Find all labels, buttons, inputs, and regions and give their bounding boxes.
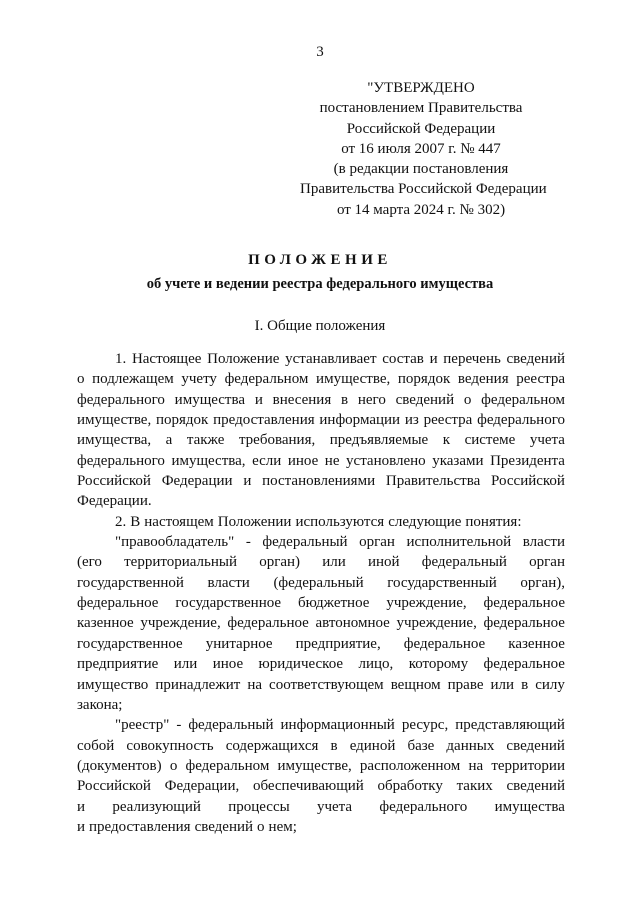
body-word: и [77, 818, 86, 835]
approval-stamp [300, 78, 547, 220]
body-word: вещном [390, 676, 441, 693]
body-line [77, 349, 565, 369]
body-word: орган) [259, 554, 301, 571]
body-line [77, 817, 565, 837]
body-word: федеральное [483, 595, 565, 612]
body-line [77, 634, 565, 654]
body-word: предприятие, [295, 635, 381, 652]
body-word: Правительства [385, 473, 481, 490]
body-word: федеральное [483, 615, 565, 632]
body-word: сведений [506, 351, 565, 367]
body-word: и [254, 391, 263, 408]
body-word: подлежащем [92, 371, 174, 388]
body-word: представляющий [455, 717, 565, 734]
body-word: Федерации [161, 473, 233, 490]
body-word: к [442, 432, 451, 449]
body-word: информационный [280, 717, 395, 734]
body-line [77, 695, 565, 715]
body-word: данных [446, 737, 495, 754]
body-word: информации [319, 412, 401, 429]
body-word: и [77, 798, 86, 815]
body-word: имуществе, [316, 371, 391, 388]
body-word: а [165, 432, 173, 449]
approval-line: (в редакции постановления [333, 161, 509, 178]
body-word: иной [367, 554, 400, 571]
body-word: соответствующем [269, 676, 384, 693]
body-word: устанавливает [285, 351, 377, 367]
body-word: федеральный [421, 554, 507, 571]
body-word: федеральное [77, 595, 159, 612]
body-word: имуществе, [277, 757, 352, 774]
body-word: - [176, 717, 182, 734]
body-line [77, 797, 565, 817]
body-word: имуществе, [77, 412, 152, 429]
body-line [77, 532, 565, 552]
body-word: федеральном [481, 391, 565, 408]
body-line [77, 736, 565, 756]
body-word: состав [382, 351, 424, 367]
body-word: и [243, 473, 252, 490]
body-word: предоставления [89, 818, 191, 835]
body-word: на [468, 757, 484, 774]
body-word: имущества, [77, 432, 152, 449]
body-word: учету [181, 371, 217, 388]
body-word: Настоящее [131, 351, 202, 367]
body-word: Федерации. [77, 493, 152, 510]
approval-line: от 14 марта 2024 г. № 302) [336, 201, 506, 218]
body-word: в [521, 676, 529, 693]
body-line [77, 369, 565, 389]
body-word: системе [464, 432, 516, 449]
body-word: государственное [77, 635, 183, 652]
body-word: федеральный [188, 717, 274, 734]
body-word: орган [359, 534, 395, 551]
body-word: федеральном [224, 371, 309, 388]
body-word: сведений [395, 391, 455, 408]
body-word: учета [316, 798, 353, 815]
body-word: имущество [77, 676, 149, 693]
body-word: орган), [520, 574, 565, 591]
body-word: него [357, 391, 386, 408]
body-word: федерального [477, 412, 565, 429]
body-word: государственной [77, 574, 184, 591]
body-word: обработку [377, 778, 443, 795]
body-word: В [130, 513, 141, 530]
body-word: принадлежит [155, 676, 241, 693]
body-word: указами [432, 452, 484, 469]
body-word: власти [207, 574, 250, 591]
body-word: о [77, 371, 85, 388]
body-word: реестра [423, 412, 473, 429]
body-word: федеральное [403, 635, 486, 652]
body-word: ведения [457, 371, 509, 388]
body-word: учреждение, [386, 595, 467, 612]
body-word: которому [408, 656, 469, 673]
body-word: иное [212, 656, 244, 673]
body-word: федерального [77, 391, 165, 408]
body-word: территориальный [124, 554, 237, 571]
body-word: базе [407, 737, 435, 754]
body-word: юридическое [258, 656, 344, 673]
body-word: следующие [388, 513, 462, 530]
body-word: о [257, 818, 265, 835]
body-word: "правообладатель" [115, 534, 235, 551]
body-word: имущества [494, 798, 565, 815]
body-word: постановлениями [262, 473, 376, 490]
body-word: унитарное [205, 635, 273, 652]
body-word: казенное [508, 635, 565, 652]
body-word: или [173, 656, 198, 673]
body-word: Российской [77, 778, 151, 795]
body-word: понятия: [465, 513, 522, 530]
body-word: сведений [506, 737, 565, 754]
body-word: внесения [272, 391, 332, 408]
body-word: территории [491, 757, 565, 774]
body-line [77, 430, 565, 450]
approval-line: от 16 июля 2007 г. № 447 [341, 140, 501, 157]
body-word: учета [529, 432, 565, 449]
body-word: государственный [387, 574, 497, 591]
body-word: власти [522, 534, 565, 551]
body-line [77, 410, 565, 430]
body-word: имущества, [171, 452, 246, 469]
body-line [77, 512, 565, 532]
body-line [77, 715, 565, 735]
body-word: реализующий [112, 798, 201, 815]
body-line [77, 390, 565, 410]
body-word: "реестр" [115, 717, 170, 734]
body-word: (его [77, 554, 102, 571]
body-word: на [247, 676, 263, 693]
body-word: исполнительной [406, 534, 512, 551]
body-word: сведений [194, 818, 254, 835]
body-word: процессы [228, 798, 290, 815]
body-word: собой [77, 737, 115, 754]
approval-line: постановлением Правительства [319, 100, 523, 117]
approval-line: "УТВЕРЖДЕНО [367, 80, 475, 96]
body-word: федеральное [483, 656, 565, 673]
body-word: в [341, 391, 349, 408]
body-word: федерального [77, 452, 165, 469]
body-word: Положение [207, 351, 280, 367]
body-word: федерального [379, 798, 468, 815]
body-word: праве [447, 676, 484, 693]
body-word: порядок [155, 412, 209, 429]
body-line [77, 613, 565, 633]
body-word: ресурс, [401, 717, 449, 734]
body-word: Российской [77, 473, 151, 490]
body-word: - [245, 534, 251, 551]
body-word: предоставления [213, 412, 315, 429]
body-word: нем; [268, 818, 297, 835]
body-line [77, 593, 565, 613]
body-word: (документов) [77, 757, 162, 774]
body-word: также [186, 432, 225, 449]
document-subtitle: об учете и ведении реестра федерального имущества [146, 276, 494, 292]
body-word: о [169, 757, 178, 774]
body-line [77, 675, 565, 695]
body-word: имущества [174, 391, 246, 408]
page-number: 3 [316, 44, 324, 60]
body-word: или [490, 676, 515, 693]
body-word: совокупность [126, 737, 214, 754]
body-word: Федерации, [164, 778, 240, 795]
body-word: Президента [490, 452, 565, 469]
document-body [77, 349, 565, 837]
body-line [77, 654, 565, 674]
body-line [77, 776, 565, 796]
body-word: государственное [175, 595, 282, 612]
body-word: таких [456, 778, 493, 795]
body-word: содержащихся [225, 737, 319, 754]
body-word: Российской [491, 473, 565, 490]
body-word: порядок [397, 371, 451, 388]
body-word: используются [295, 513, 385, 530]
body-word: силу [535, 676, 565, 693]
body-word: лицо, [358, 656, 394, 673]
body-word: из [404, 412, 419, 429]
body-word: автономное [315, 615, 390, 632]
body-word: и [429, 351, 438, 367]
body-word: если [252, 452, 282, 469]
section-heading: I. Общие положения [254, 318, 386, 334]
body-word: иное [287, 452, 319, 469]
body-word: перечень [443, 351, 501, 367]
body-word: предъявляемые [329, 432, 429, 449]
body-word: в [330, 737, 338, 754]
body-word: настоящем [144, 513, 214, 530]
body-word: обеспечивающий [252, 778, 364, 795]
body-word: Положении [217, 513, 292, 530]
body-line [77, 552, 565, 572]
body-line [77, 756, 565, 776]
body-word: о [463, 391, 472, 408]
body-word: расположенном [359, 757, 461, 774]
body-word: (федеральный [273, 574, 364, 591]
body-word: предприятие [77, 656, 159, 673]
body-word: требования, [238, 432, 316, 449]
body-word: орган [529, 554, 565, 571]
body-word: сведений [506, 778, 565, 795]
body-word: закона; [77, 696, 123, 713]
body-line [77, 573, 565, 593]
body-line [77, 471, 565, 491]
body-word: бюджетное [297, 595, 370, 612]
approval-line: Российской Федерации [346, 120, 496, 137]
body-line [77, 491, 565, 511]
body-word: 1. [115, 351, 127, 367]
body-word: или [322, 554, 346, 571]
body-line [77, 451, 565, 471]
body-word: учреждение, [396, 615, 477, 632]
body-word: федеральном [185, 757, 270, 774]
approval-line: Правительства Российской Федерации [300, 181, 547, 198]
body-word: учреждение, [140, 615, 221, 632]
body-word: федеральный [262, 534, 348, 551]
body-word: 2. [115, 513, 127, 530]
body-word: федеральное [227, 615, 309, 632]
document-title: ПОЛОЖЕНИЕ [248, 252, 392, 268]
body-word: установлено [346, 452, 426, 469]
body-word: реестра [516, 371, 565, 388]
body-word: казенное [77, 615, 134, 632]
body-word: единой [349, 737, 396, 754]
body-word: не [324, 452, 340, 469]
